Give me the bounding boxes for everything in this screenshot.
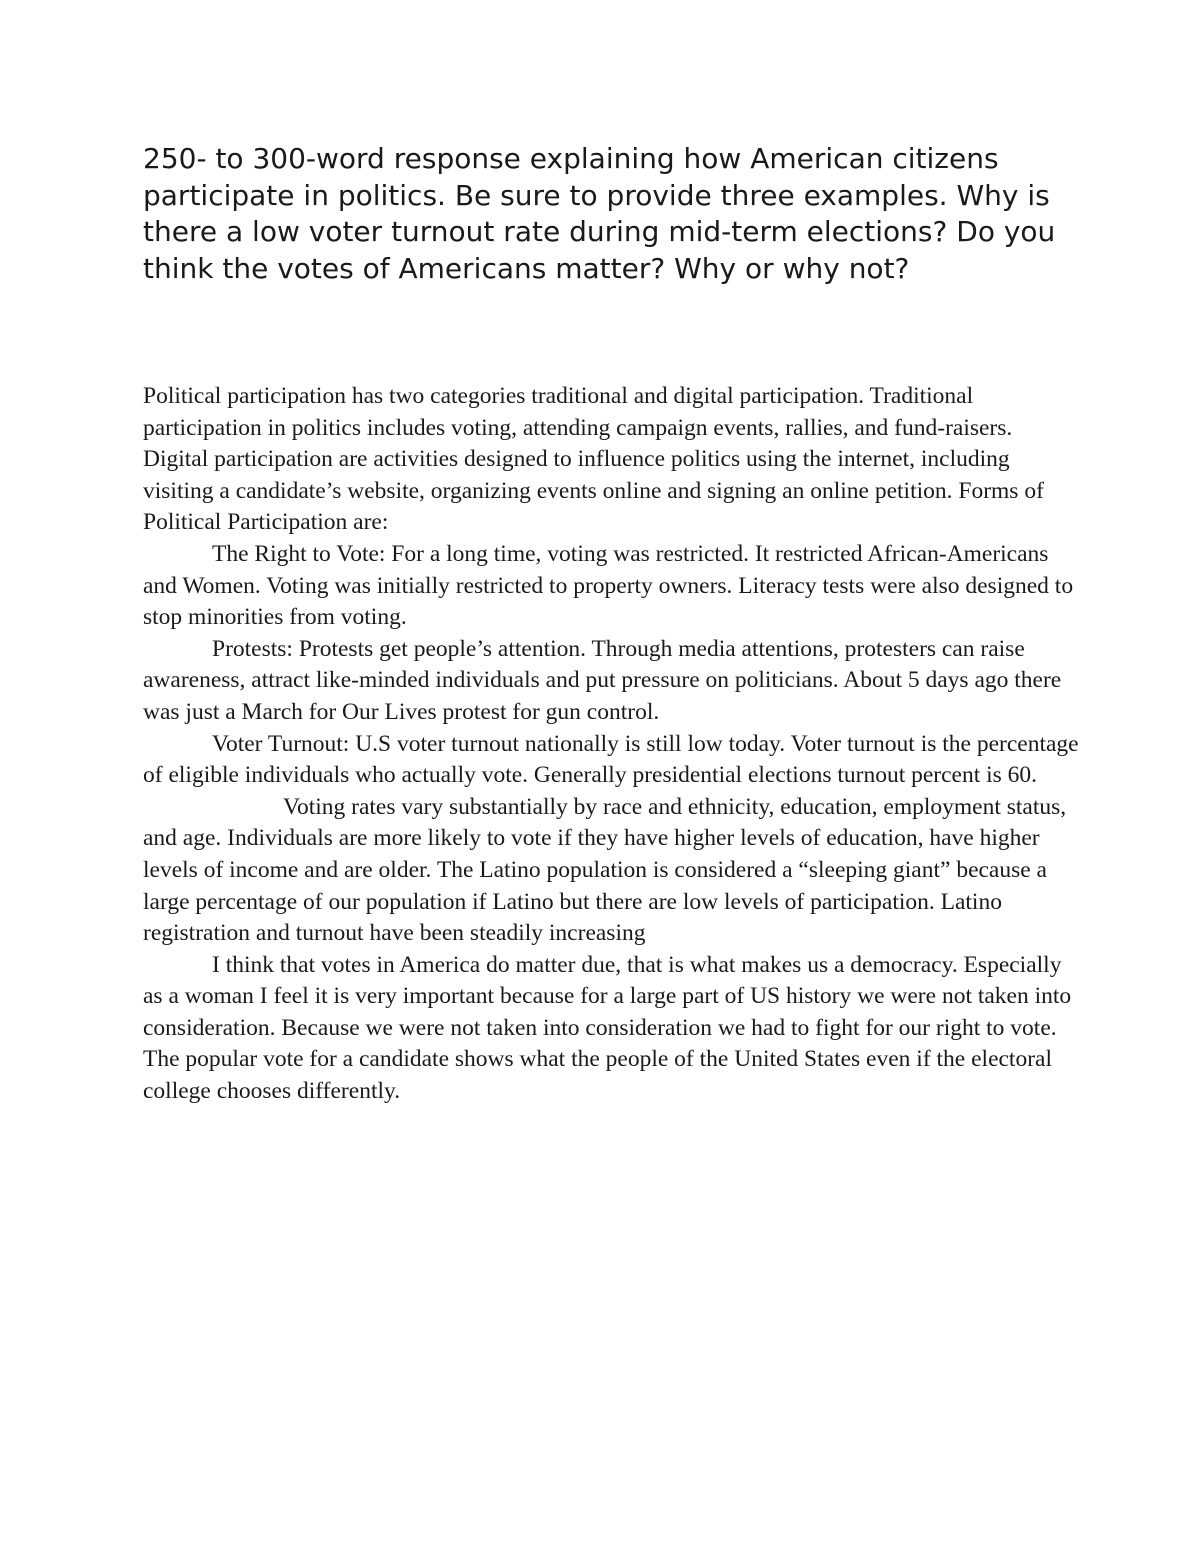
paragraph-voter-turnout: Voter Turnout: U.S voter turnout nationally is still low today. Voter turnout is the percentage of eligible individuals who actually vote. Generally presidential elections turnout percent is 60. bbox=[143, 730, 1079, 789]
paragraph-protests: Protests: Protests get people’s attention. Through media attentions, protesters can raise awareness, attract like-minded individuals and put pressure on politicians. About 5 days ago there was just a March for Our Lives protest for gun control. bbox=[143, 635, 1062, 725]
response-body bbox=[143, 381, 1083, 1108]
paragraph-intro: Political participation has two categories traditional and digital participation. Traditional participation in politics includes voting, attending campaign events, rallies, and fund-raisers. Digital participation are activities designed to influence politics using the internet, including visiting a candidate’s website, organizing events online and signing an online petition. Forms of Political Participation are: bbox=[143, 383, 1044, 536]
paragraph-voting-rates: Voting rates vary substantially by race and ethnicity, education, employment status, and age. Individuals are more likely to vote if they have higher levels of education, have higher levels of income and are older. The Latino population is considered a “sleeping giant” because a large percentage of our population if Latino but there are low levels of participation. Latino registration and turnout have been steadily increasing bbox=[143, 793, 1067, 947]
paragraph-opinion: I think that votes in America do matter due, that is what makes us a democracy. Especially as a woman I feel it is very important because for a large part of US history we were not taken into consideration. Because we were not taken into consideration we had to fight for our right to vote. The popular vote for a candidate shows what the people of the United States even if the electoral college chooses differently. bbox=[143, 951, 1072, 1105]
paragraph-right-to-vote: The Right to Vote: For a long time, voting was restricted. It restricted African-Americans and Women. Voting was initially restricted to property owners. Literacy tests were also designed to stop minorities from voting. bbox=[143, 540, 1074, 631]
assignment-prompt: 250- to 300-word response explaining how American citizens participate in politics. Be sure to provide three examples. Why is there a low voter turnout rate during mid-term elections? Do you think the votes of Americans matter? Why or why not? bbox=[143, 142, 1056, 285]
